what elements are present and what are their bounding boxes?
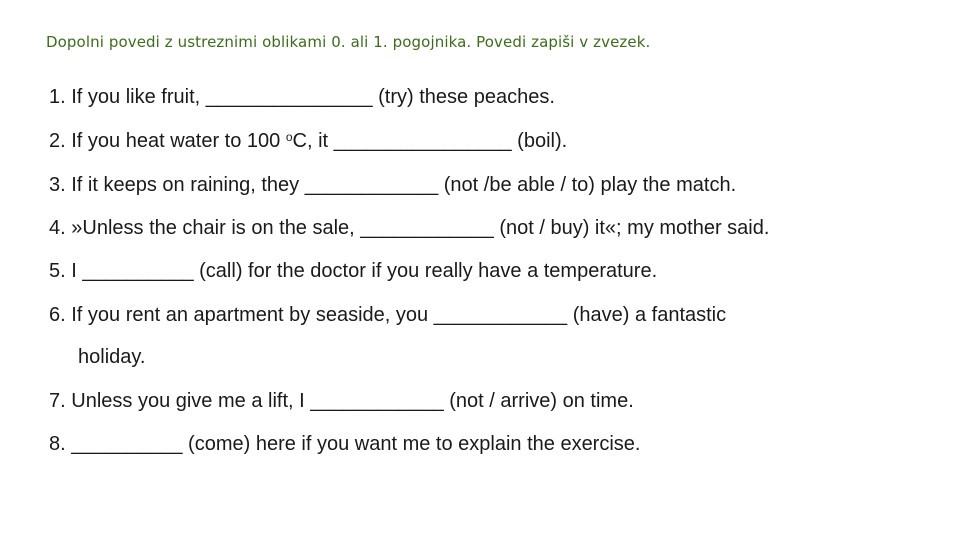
exercise-item-2 — [49, 130, 567, 153]
exercise-item-6 — [49, 304, 726, 327]
exercise-number: 5. — [49, 260, 66, 282]
exercise-text: __________ (come) here if you want me to explain the exercise. — [71, 433, 641, 455]
exercise-number: 6. — [49, 304, 66, 326]
exercise-number: 2. — [49, 130, 66, 152]
exercise-text: »Unless the chair is on the sale, ____________ (not / buy) it«; my mother said. — [71, 217, 770, 239]
exercise-number: 4. — [49, 217, 66, 239]
exercise-text-after: C, it ________________ (boil). — [292, 130, 568, 152]
exercise-text: If you like fruit, _______________ (try) these peaches. — [71, 86, 555, 108]
exercise-text: If you rent an apartment by seaside, you ____________ (have) a fantastic — [71, 304, 727, 326]
exercise-item-8 — [49, 433, 640, 456]
exercise-number: 8. — [49, 433, 66, 455]
page-title: Dopolni povedi z ustreznimi oblikami 0. ali 1. pogojnika. Povedi zapiši v zvezek. — [46, 33, 651, 51]
exercise-text: I __________ (call) for the doctor if you really have a temperature. — [71, 260, 658, 282]
exercise-item-4 — [49, 217, 769, 240]
exercise-number: 7. — [49, 390, 66, 412]
exercise-number: 1. — [49, 86, 66, 108]
exercise-text: If it keeps on raining, they ____________ (not /be able / to) play the match. — [71, 174, 737, 196]
degree-superscript: o — [285, 130, 293, 144]
exercise-text: Unless you give me a lift, I ____________ (not / arrive) on time. — [71, 390, 634, 412]
exercise-item-1 — [49, 86, 555, 109]
exercise-number: 3. — [49, 174, 66, 196]
exercise-item-3 — [49, 174, 736, 197]
exercise-item-5 — [49, 260, 657, 283]
exercise-item-6-continuation: holiday. — [78, 346, 146, 368]
exercise-text-before: If you heat water to 100 — [71, 130, 286, 152]
exercise-item-7 — [49, 390, 634, 413]
